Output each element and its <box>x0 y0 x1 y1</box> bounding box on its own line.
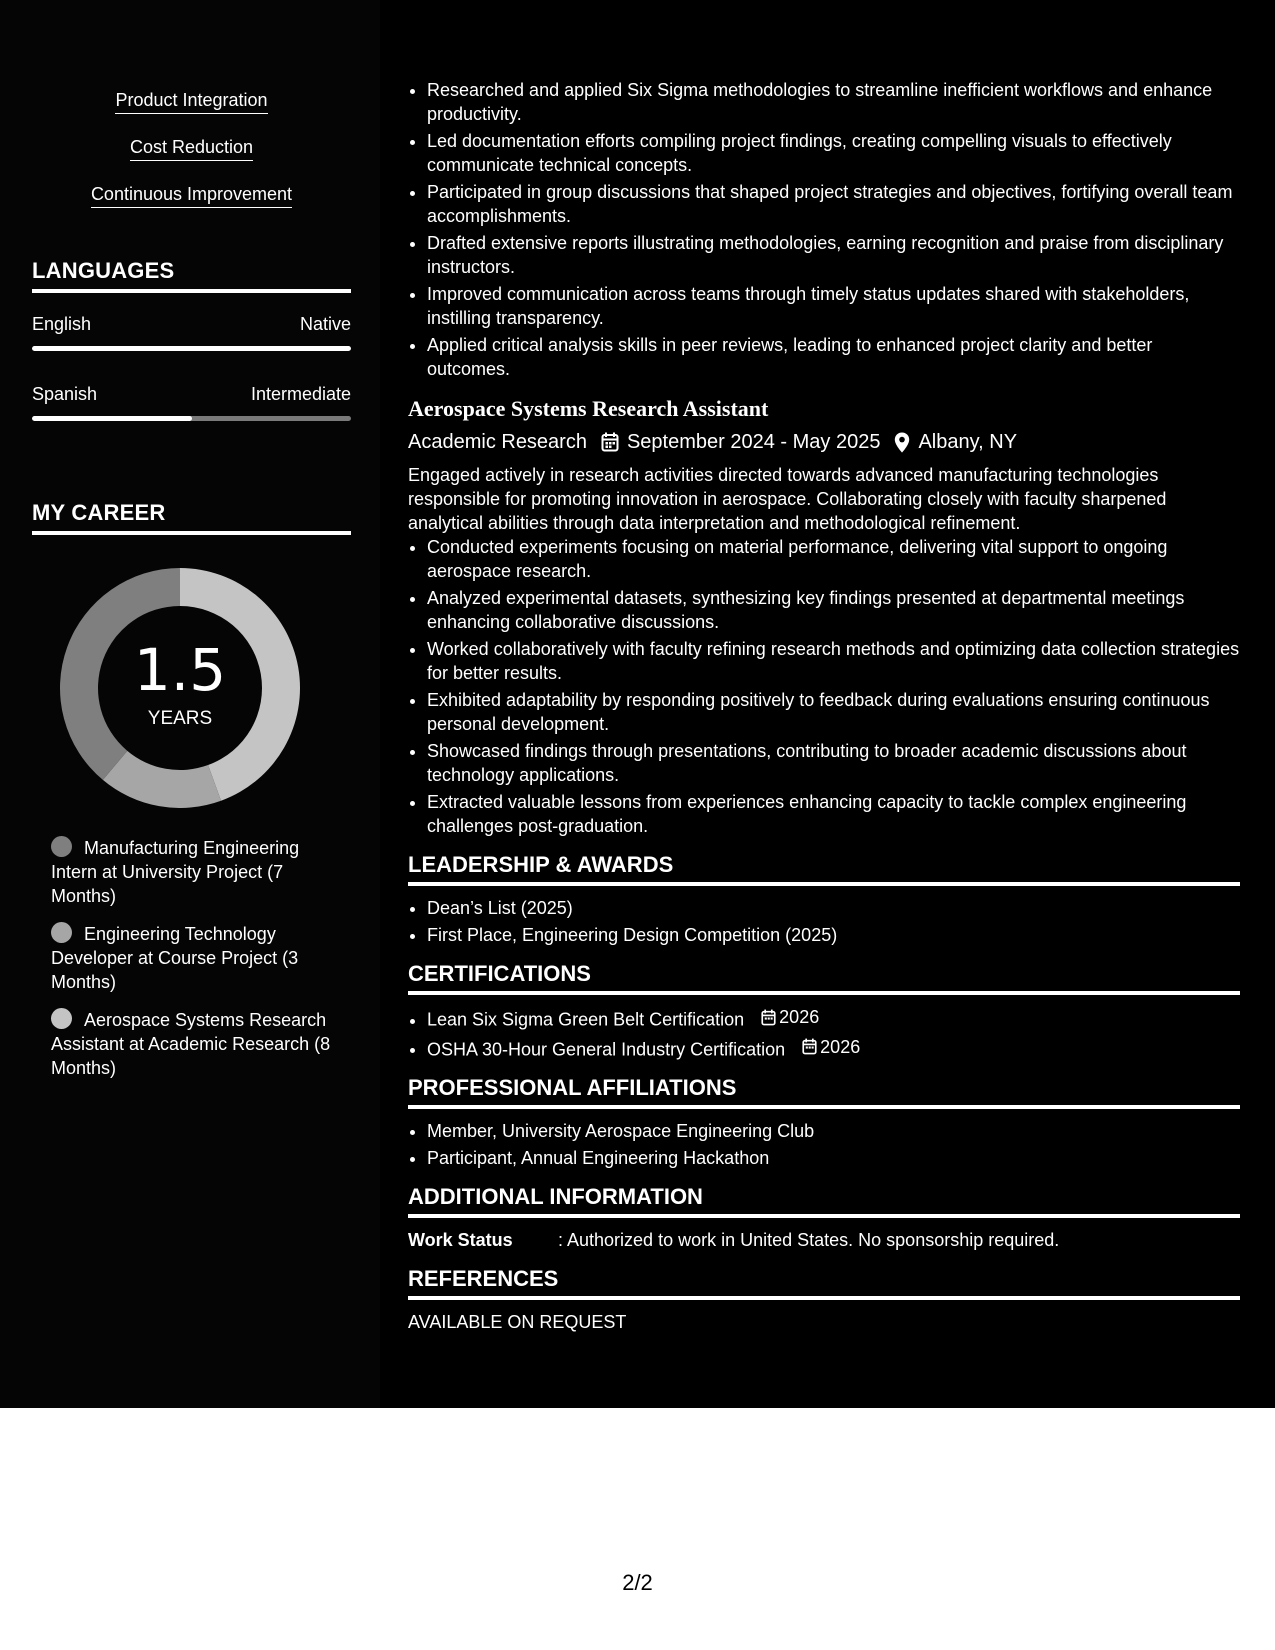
skill-item <box>32 135 351 161</box>
certification-year: 2026 <box>779 1007 820 1027</box>
certification-item <box>427 1005 1240 1032</box>
career-item <box>51 1008 341 1080</box>
calendar-icon <box>601 432 619 452</box>
skill-item <box>32 88 351 114</box>
location-pin-icon <box>894 432 910 453</box>
bullet-item: • Worked collaboratively with faculty refining research methods and optimizing data collection strategies for better results. <box>427 637 1240 685</box>
languages-heading: LANGUAGES <box>32 258 351 293</box>
language-proficiency-bar <box>32 346 351 351</box>
career-item-text: Manufacturing Engineering Intern at University Project (7 Months) <box>51 838 300 906</box>
affiliation-item: • Participant, Annual Engineering Hackathon <box>427 1146 1240 1170</box>
work-status-label: Work Status <box>408 1230 513 1250</box>
job-dates: September 2024 - May 2025 <box>626 431 881 453</box>
career-years-label: YEARS <box>147 708 213 729</box>
language-name: English <box>32 314 92 334</box>
bullet-item: • Improved communication across teams through timely status updates shared with stakeholders, instilling transparency. <box>427 282 1240 330</box>
language-spanish <box>32 382 351 421</box>
affiliations-list <box>408 1119 1240 1170</box>
career-item <box>51 836 341 908</box>
career-donut-chart <box>60 568 300 808</box>
skill-item <box>32 182 351 208</box>
bullet-item: • Participated in group discussions that shaped project strategies and objectives, fortifying overall team accomplishments. <box>427 180 1240 228</box>
language-proficiency-bar <box>32 416 351 421</box>
references-heading: REFERENCES <box>408 1266 1240 1300</box>
language-level: Intermediate <box>250 384 351 404</box>
award-item: • First Place, Engineering Design Competition (2025) <box>427 923 1240 947</box>
career-dot-icon <box>51 836 72 857</box>
career-item-text: Engineering Technology Developer at Course Project (3 Months) <box>51 924 299 992</box>
certification-name: OSHA 30-Hour General Industry Certification <box>427 1039 786 1059</box>
job-meta <box>408 429 1240 455</box>
job-location: Albany, NY <box>918 431 1018 453</box>
job-title: Aerospace Systems Research Assistant <box>408 396 769 421</box>
skills-list <box>32 88 351 229</box>
language-proficiency-fill <box>32 416 192 421</box>
language-proficiency-fill <box>32 346 351 351</box>
bullet-item: • Applied critical analysis skills in peer reviews, leading to enhanced project clarity and better outcomes. <box>427 333 1240 381</box>
job-description: Engaged actively in research activities directed towards advanced manufacturing technologies responsible for promoting innovation in aerospace. Collaborating closely with faculty sharpened analytical abilities through data interpretation and methodological refinement. <box>408 465 1167 533</box>
skill-label: Product Integration <box>115 88 267 114</box>
bullet-item: • Led documentation efforts compiling project findings, creating compelling visuals to effectively communicate technical concepts. <box>427 129 1240 177</box>
work-status-value: : Authorized to work in United States. No sponsorship required. <box>558 1230 1060 1250</box>
additional-info-heading: ADDITIONAL INFORMATION <box>408 1184 1240 1218</box>
certifications-heading: CERTIFICATIONS <box>408 961 1240 995</box>
career-list <box>51 836 341 1094</box>
bullet-item: • Exhibited adaptability by responding positively to feedback during evaluations ensuring continuous personal development. <box>427 688 1240 736</box>
career-heading: MY CAREER <box>32 500 351 535</box>
bullet-item: • Extracted valuable lessons from experiences enhancing capacity to tackle complex engineering challenges post-graduation. <box>427 790 1240 838</box>
job-bullets <box>408 535 1240 838</box>
certification-item <box>427 1035 1240 1062</box>
calendar-icon <box>802 1038 817 1055</box>
award-item: • Dean’s List (2025) <box>427 896 1240 920</box>
references-text: AVAILABLE ON REQUEST <box>408 1312 627 1332</box>
career-item-text: Aerospace Systems Research Assistant at Academic Research (8 Months) <box>51 1010 331 1078</box>
calendar-icon <box>761 1009 776 1026</box>
career-dot-icon <box>51 1008 72 1029</box>
career-total-years: 1.5 <box>133 636 227 704</box>
previous-job-bullets <box>408 78 1240 381</box>
main-column <box>408 78 1240 1334</box>
affiliations-heading: PROFESSIONAL AFFILIATIONS <box>408 1075 1240 1109</box>
language-name: Spanish <box>32 384 98 404</box>
page-number: 2/2 <box>622 1570 653 1595</box>
certification-year: 2026 <box>820 1036 861 1057</box>
certifications-list <box>408 1005 1240 1061</box>
bullet-item: • Analyzed experimental datasets, synthesizing key findings presented at departmental meetings enhancing collaborative discussions. <box>427 586 1240 634</box>
career-item <box>51 922 341 994</box>
awards-list <box>408 896 1240 947</box>
bullet-item: • Drafted extensive reports illustrating methodologies, earning recognition and praise from disciplinary instructors. <box>427 231 1240 279</box>
skill-label: Continuous Improvement <box>91 182 292 208</box>
skill-label: Cost Reduction <box>130 135 253 161</box>
bullet-item: • Showcased findings through presentations, contributing to broader academic discussions about technology applications. <box>427 739 1240 787</box>
sidebar <box>0 0 380 1408</box>
language-english <box>32 312 351 351</box>
awards-heading: LEADERSHIP & AWARDS <box>408 852 1240 886</box>
bullet-item: • Conducted experiments focusing on material performance, delivering vital support to ongoing aerospace research. <box>427 535 1240 583</box>
job-org: Academic Research <box>408 431 587 453</box>
affiliation-item: • Member, University Aerospace Engineering Club <box>427 1119 1240 1143</box>
certification-name: Lean Six Sigma Green Belt Certification <box>427 1009 745 1030</box>
language-level: Native <box>299 314 351 334</box>
career-dot-icon <box>51 922 72 943</box>
work-status-row <box>408 1228 1240 1252</box>
bullet-item: • Researched and applied Six Sigma methodologies to streamline inefficient workflows and enhance productivity. <box>427 78 1240 126</box>
